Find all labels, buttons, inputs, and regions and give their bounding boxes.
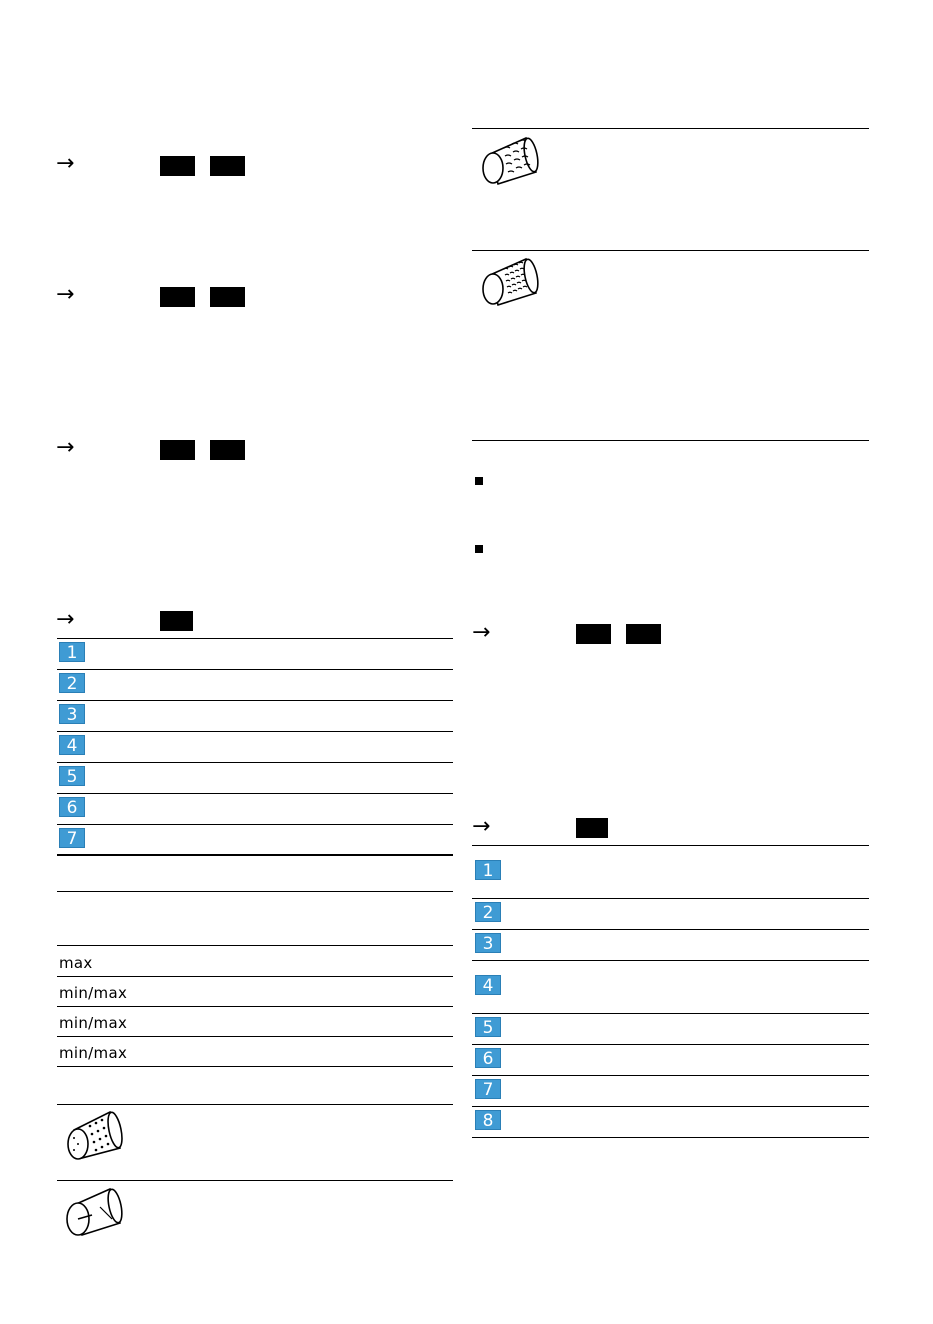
table-divider <box>57 669 453 670</box>
table-divider <box>472 128 869 129</box>
number-badge: 2 <box>475 902 501 922</box>
table-divider <box>57 731 453 732</box>
redacted-box <box>160 611 193 631</box>
number-badge: 5 <box>59 766 85 786</box>
redacted-box <box>160 287 195 307</box>
number-badge: 3 <box>475 933 501 953</box>
number-badge: 2 <box>59 673 85 693</box>
redacted-box <box>210 287 245 307</box>
table-divider <box>472 1044 869 1045</box>
table-divider <box>57 1104 453 1105</box>
speed-label: min/max <box>59 1044 128 1062</box>
table-divider <box>57 891 453 892</box>
table-divider <box>472 898 869 899</box>
table-divider <box>57 824 453 825</box>
redacted-box <box>626 624 661 644</box>
table-divider <box>472 1137 869 1138</box>
arrow-icon: → <box>56 282 75 307</box>
grater-drum-icon <box>60 1108 126 1162</box>
table-divider <box>472 1106 869 1107</box>
number-badge: 1 <box>59 642 85 662</box>
speed-label: max <box>59 954 93 972</box>
arrow-icon: → <box>56 607 75 632</box>
arrow-icon: → <box>56 151 75 176</box>
table-divider <box>57 1180 453 1181</box>
number-badge: 1 <box>475 860 501 880</box>
fine-grater-drum-icon <box>476 255 542 309</box>
number-badge: 6 <box>59 797 85 817</box>
table-divider <box>472 250 869 251</box>
redacted-box <box>210 440 245 460</box>
table-divider <box>57 700 453 701</box>
table-divider <box>57 1066 453 1067</box>
table-divider <box>57 1006 453 1007</box>
arrow-icon: → <box>56 435 75 460</box>
number-badge: 4 <box>475 975 501 995</box>
number-badge: 6 <box>475 1048 501 1068</box>
table-divider <box>57 638 453 639</box>
redacted-box <box>576 624 611 644</box>
redacted-box <box>160 156 195 176</box>
number-badge: 7 <box>59 828 85 848</box>
table-divider <box>472 440 869 441</box>
number-badge: 7 <box>475 1079 501 1099</box>
redacted-box <box>576 818 608 838</box>
redacted-box <box>160 440 195 460</box>
coarse-grater-drum-icon <box>476 134 542 188</box>
bullet-square-icon <box>475 477 483 485</box>
table-divider <box>57 976 453 977</box>
table-divider <box>57 945 453 946</box>
slicing-drum-icon <box>60 1185 126 1239</box>
table-divider <box>472 929 869 930</box>
speed-label: min/max <box>59 984 128 1002</box>
number-badge: 3 <box>59 704 85 724</box>
table-divider <box>472 960 869 961</box>
redacted-box <box>210 156 245 176</box>
table-divider <box>472 845 869 846</box>
number-badge: 4 <box>59 735 85 755</box>
table-divider <box>57 1036 453 1037</box>
number-badge: 5 <box>475 1017 501 1037</box>
table-divider <box>472 1013 869 1014</box>
table-divider <box>57 793 453 794</box>
table-bottom-border <box>57 854 453 856</box>
number-badge: 8 <box>475 1110 501 1130</box>
bullet-square-icon <box>475 545 483 553</box>
table-divider <box>57 762 453 763</box>
arrow-icon: → <box>472 814 491 839</box>
speed-label: min/max <box>59 1014 128 1032</box>
table-divider <box>472 1075 869 1076</box>
arrow-icon: → <box>472 620 491 645</box>
